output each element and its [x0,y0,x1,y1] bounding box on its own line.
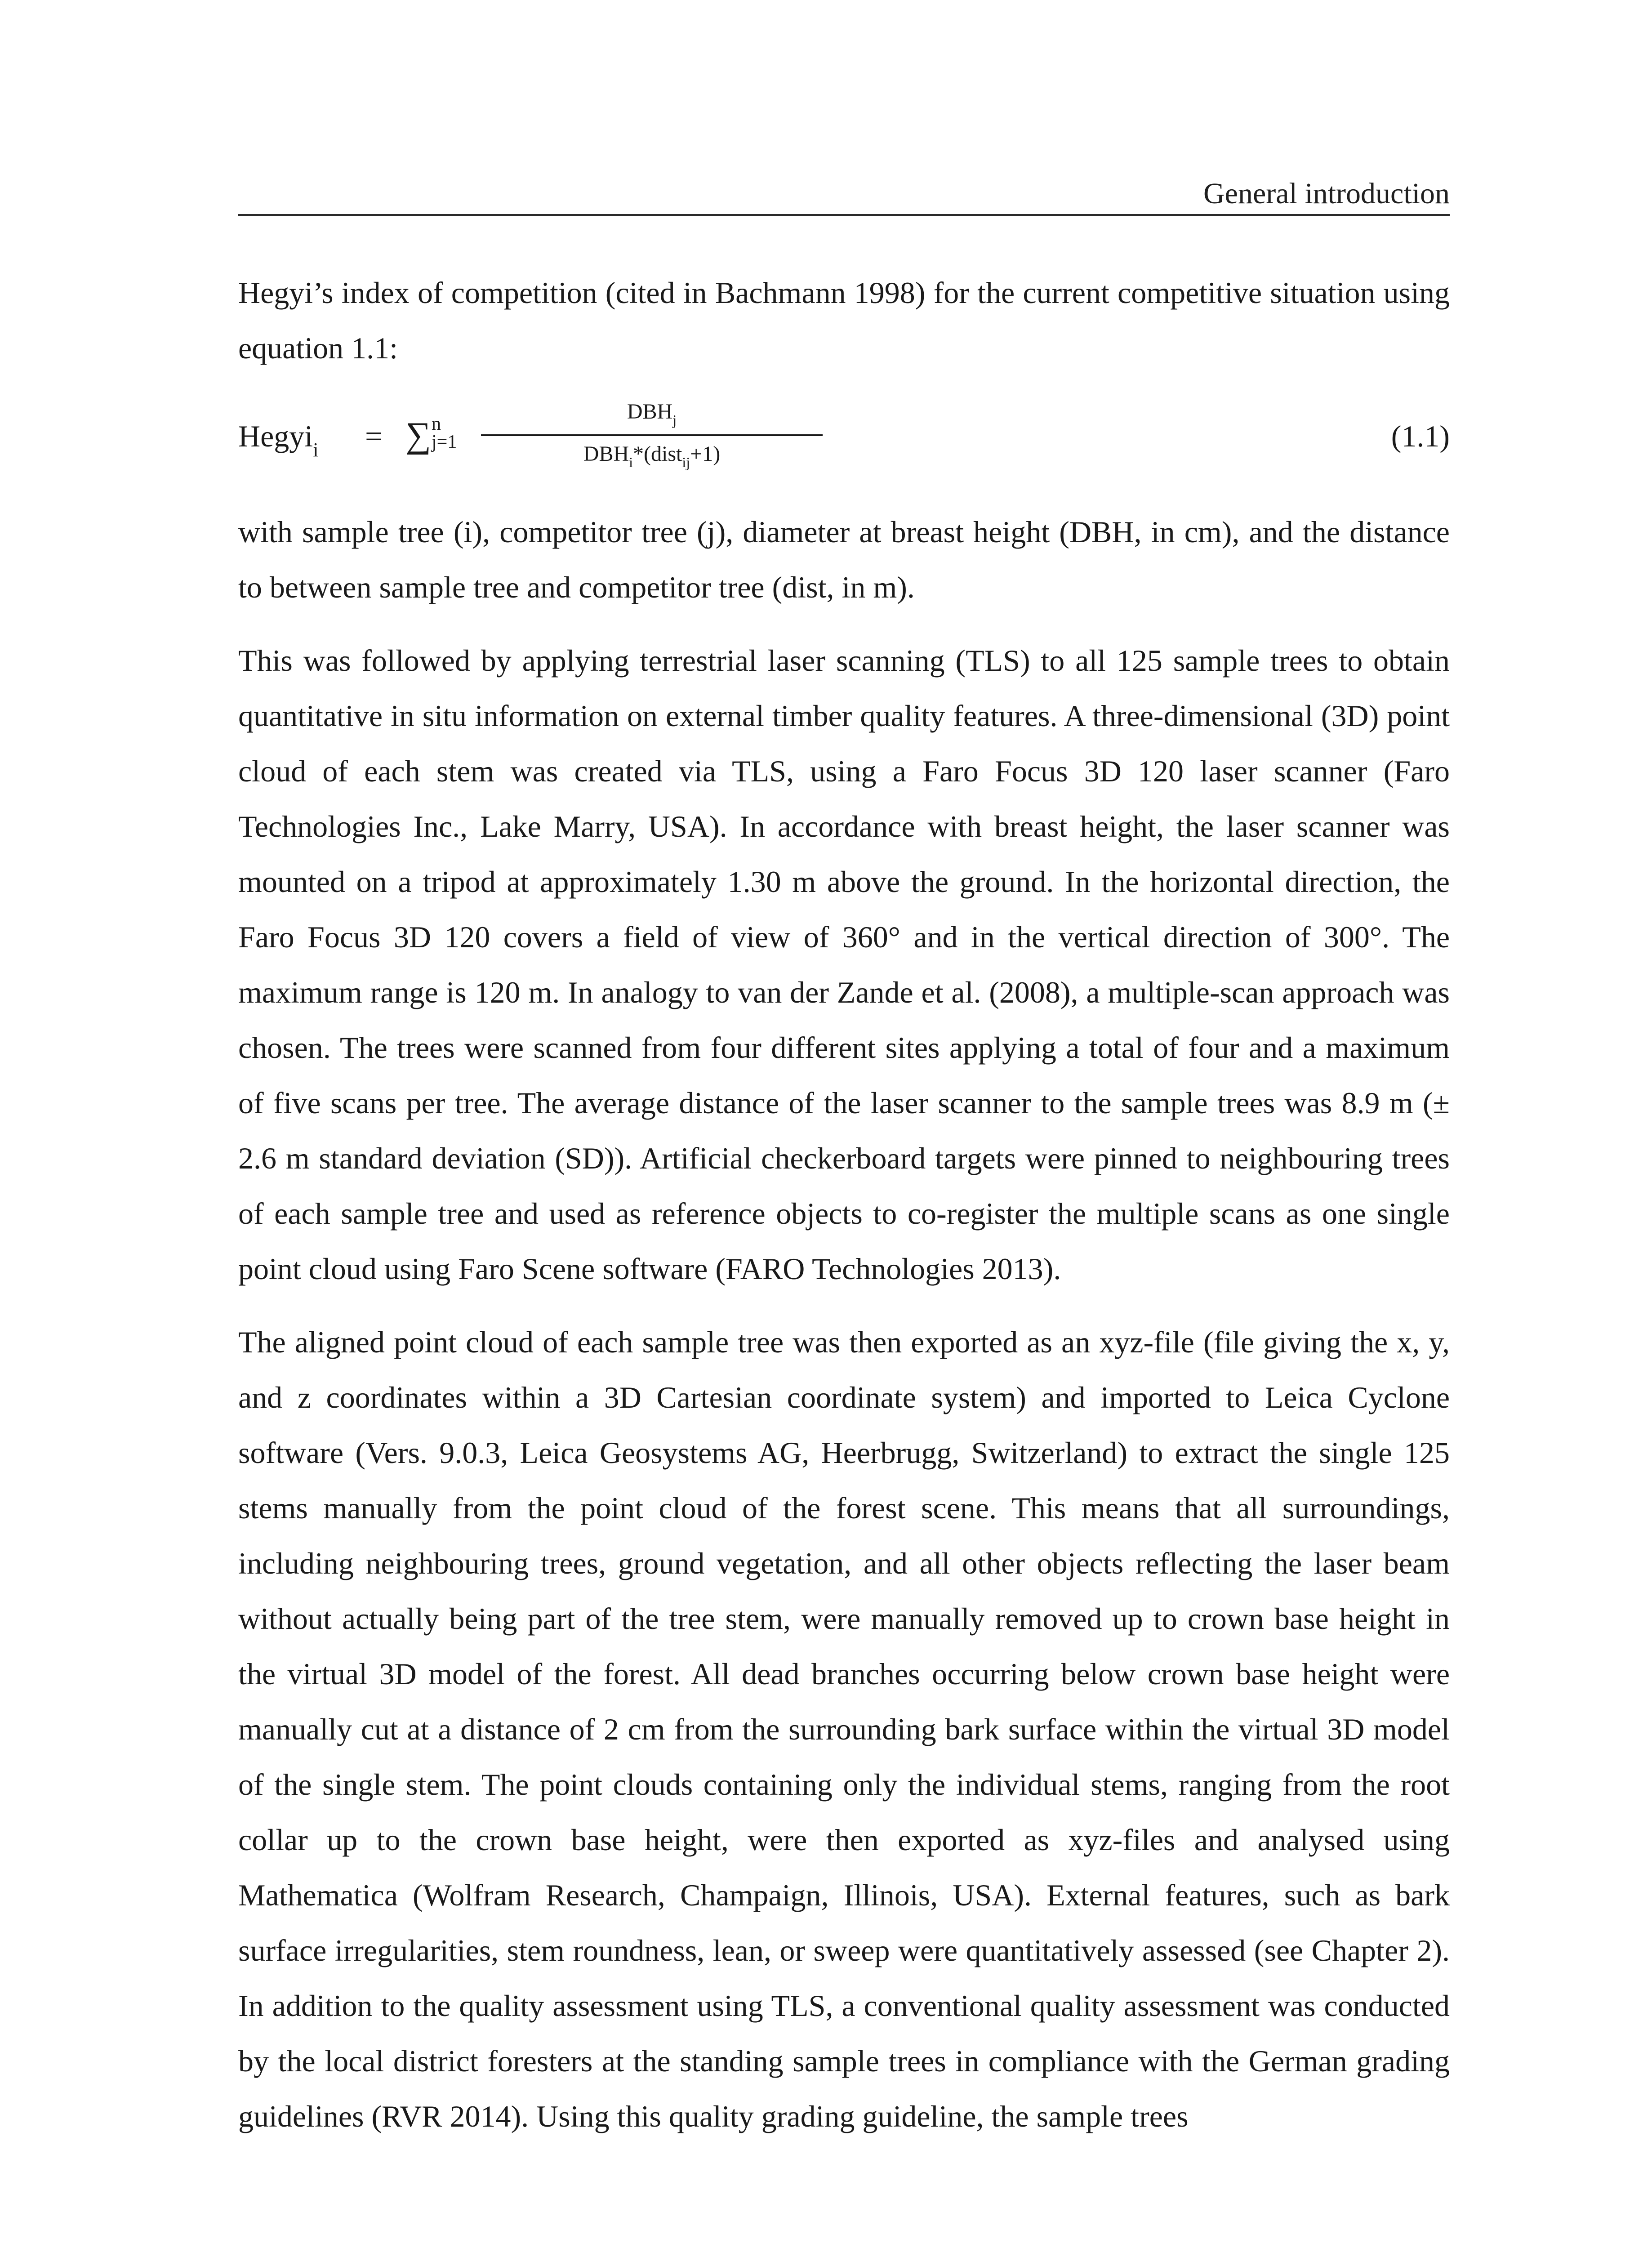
denominator-name: DBH [583,442,629,466]
fraction-bar [481,434,823,436]
header-title: General introduction [1203,177,1450,210]
numerator-subscript: j [672,412,677,428]
summation-sign: ∑ [405,415,432,455]
denominator-operator: *(dist [633,442,682,466]
paragraph-with-sample: with sample tree (i), competitor tree (j), diameter at breast height (DBH, in cm), and the distance to between sample tree and competitor tree (dist, in m). [238,515,1450,604]
paragraph-tls: This was followed by applying terrestrial laser scanning (TLS) to all 125 sample trees to obtain quantitative in situ information on external timber quality features. A three-dimensional (3D) point cloud of each stem was created via TLS, using a Faro Focus 3D 120 laser scanner (Faro Technologies Inc., Lake Marry, USA). In accordance with breast height, the laser scanner was mounted on a tripod at approximately 1.30 m above the ground. In the horizontal direction, the Faro Focus 3D 120 covers a field of view of 360° and in the vertical direction of 300°. The maximum range is 120 m. In analogy to van der Zande et al. (2008), a multiple-scan approach was chosen. The trees were scanned from four different sites applying a total of four and a maximum of five scans per tree. The average distance of the laser scanner to the sample trees was 8.9 m (± 2.6 m standard deviation (SD)). Artificial checkerboard targets were pinned to neighbouring trees of each sample tree and used as reference objects to co-register the multiple scans as one single point cloud using Faro Scene software (FARO Technologies 2013). [238,643,1450,1286]
equation-lhs-name: Hegyi [238,419,313,453]
equation-number: (1.1) [1391,419,1450,453]
body-text [238,265,1450,2144]
equation-lhs [238,419,319,461]
numerator-name: DBH [627,400,673,424]
denominator-subscript: i [629,454,633,470]
summation-upper-limit: n [432,414,441,434]
denominator-tail: +1) [690,442,721,466]
equation-equals-sign: = [365,419,383,453]
running-header [238,171,1450,216]
paragraph-intro: Hegyi’s index of competition (cited in Bachmann 1998) for the current competitive situation using equation 1.1: [238,276,1450,365]
summation-lower-limit: j=1 [432,432,457,452]
paragraph-aligned: The aligned point cloud of each sample tree was then exported as an xyz-file (file giving the x, y, and z coordinates within a 3D Cartesian coordinate system) and imported to Leica Cyclone software (Vers. 9.0.3, Leica Geosystems AG, Heerbrugg, Switzerland) to extract the single 125 stems manually from the point cloud of the forest scene. This means that all surroundings, including neighbouring trees, ground vegetation, and all other objects reflecting the laser beam without actually being part of the tree stem, were manually removed up to crown base height in the virtual 3D model of the forest. All dead branches occurring below crown base height were manually cut at a distance of 2 cm from the surrounding bark surface within the virtual 3D model of the single stem. The point clouds containing only the individual stems, ranging from the root collar up to the crown base height, were then exported as xyz-files and analysed using Mathematica (Wolfram Research, Champaign, Illinois, USA). External features, such as bark surface irregularities, stem roundness, lean, or sweep were quantitatively assessed (see Chapter 2). In addition to the quality assessment using TLS, a conventional quality assessment was conducted by the local district foresters at the standing sample trees in compliance with the German grading guidelines (RVR 2014). Using this quality grading guideline, the sample trees [238,1325,1450,2133]
fraction-numerator [481,400,823,428]
equation-1-1 [238,399,1450,489]
equation-lhs-subscript: i [313,439,319,461]
equation-fraction [481,399,823,480]
fraction-denominator [481,442,823,470]
denominator-dist-subscript: ij [682,454,690,470]
